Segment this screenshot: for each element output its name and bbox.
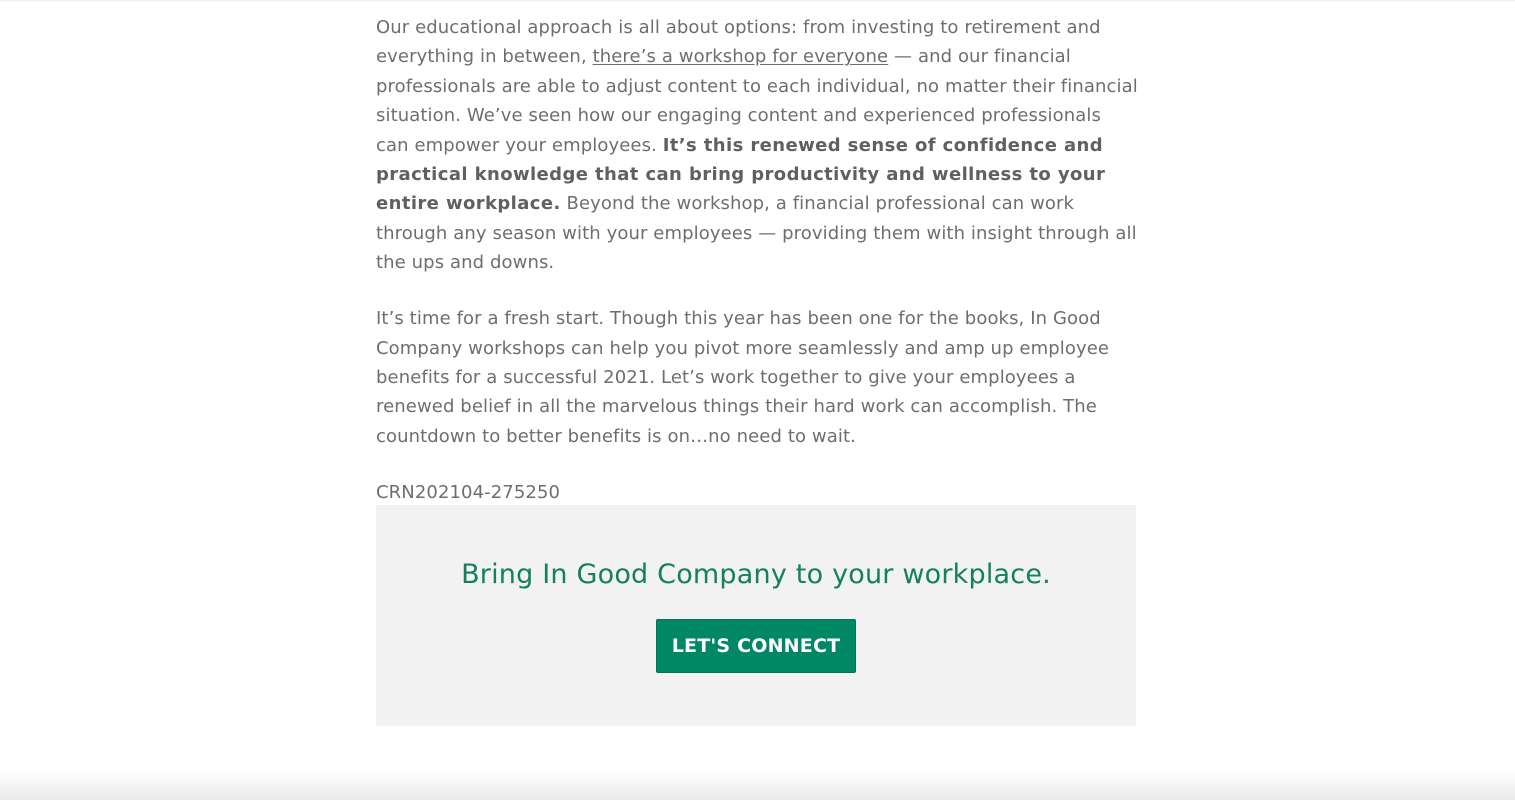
- paragraph-text: Beyond the workshop, a financial professional can work through any season with your employees — providing them with insight through all the ups and downs.: [376, 193, 1137, 274]
- article-body: [376, 13, 1138, 507]
- lets-connect-button[interactable]: LET'S CONNECT: [656, 619, 856, 673]
- paragraph-text: — and our financial professionals are able to adjust content to each individual, no matter their financial situation. We’ve seen how our engaging content and experienced professionals can empower your employees.: [376, 46, 1138, 156]
- paragraph-educational-approach: [376, 13, 1138, 278]
- paragraph-bold-highlight: It’s this renewed sense of confidence and practical knowledge that can bring productivity and wellness to your entire workplace.: [376, 134, 1106, 215]
- page-bottom-shade: [0, 770, 1515, 800]
- workshop-for-everyone-link[interactable]: there’s a workshop for everyone: [592, 46, 889, 68]
- paragraph-text: Our educational approach is all about options: from investing to retirement and everything in between,: [376, 17, 1101, 68]
- cta-title: Bring In Good Company to your workplace.: [461, 559, 1051, 590]
- reference-code: CRN202104-275250: [376, 481, 561, 503]
- cta-panel: [376, 505, 1136, 726]
- paragraph-fresh-start: It’s time for a fresh start. Though this year has been one for the books, In Good Company workshops can help you pivot more seamlessly and amp up employee benefits for a successful 2021. Let’s work together to give your employees a renewed belief in all the marvelous things their hard work can accomplish. The countdown to better benefits is on…no need to wait.: [376, 308, 1110, 447]
- page-top-edge: [0, 0, 1515, 2]
